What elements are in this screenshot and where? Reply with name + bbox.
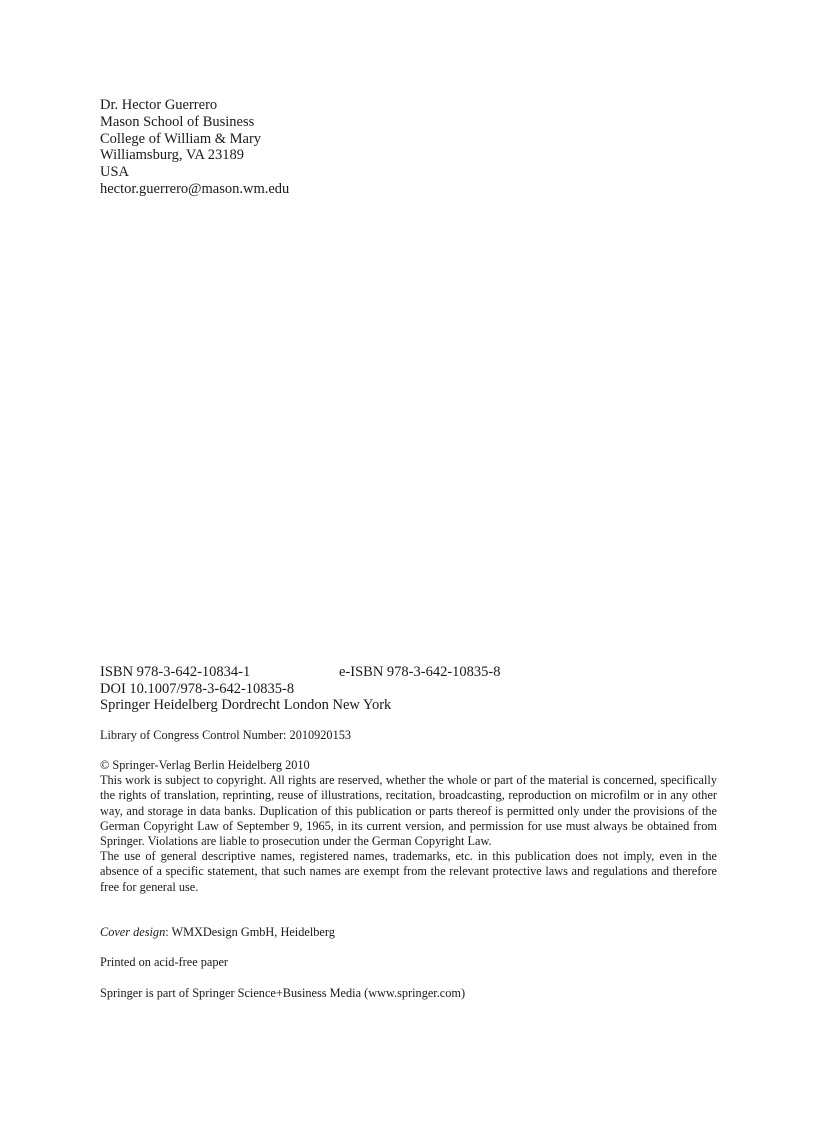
lccn: Library of Congress Control Number: 2010920153	[100, 728, 352, 742]
cover-design-value: : WMXDesign GmbH, Heidelberg	[165, 925, 335, 939]
author-college: College of William & Mary	[100, 130, 262, 147]
author-name: Dr. Hector Guerrero	[100, 97, 218, 113]
author-school: Mason School of Business	[100, 113, 255, 130]
e-isbn: e-ISBN 978-3-642-10835-8	[339, 664, 501, 680]
isbn-row	[100, 664, 720, 681]
copyright-paragraph: This work is subject to copyright. All rights are reserved, whether the whole or part of the material is concerned, specifically the rights of translation, reprinting, reuse of illustrations, recitation, broadcasting, reproduction on microfilm or in any other way, and storage in data banks. Duplication of this publication or parts thereof is permitted only under the provisions of the German Copyright Law of September 9, 1965, in its current version, and permission for use must always be obtained from Springer. Violations are liable to prosecution under the German Copyright Law.	[100, 773, 717, 849]
cover-design	[100, 925, 335, 940]
doi: DOI 10.1007/978-3-642-10835-8	[100, 680, 295, 697]
springer-note: Springer is part of Springer Science+Business Media (www.springer.com)	[100, 986, 466, 1000]
copyright-notice	[100, 758, 717, 895]
author-country: USA	[100, 164, 130, 181]
cover-design-label: Cover design	[100, 925, 166, 939]
author-email: hector.guerrero@mason.wm.edu	[100, 180, 290, 197]
author-city: Williamsburg, VA 23189	[100, 147, 245, 164]
printed-note: Printed on acid-free paper	[100, 955, 229, 969]
isbn: ISBN 978-3-642-10834-1	[100, 664, 251, 680]
bibliographic-info	[100, 664, 720, 714]
copyright-line: © Springer-Verlag Berlin Heidelberg 2010	[100, 758, 310, 772]
author-address	[100, 97, 289, 198]
trademark-paragraph: The use of general descriptive names, registered names, trademarks, etc. in this publication does not imply, even in the absence of a specific statement, that such names are exempt from the relevant protective laws and regulations and therefore free for general use.	[100, 849, 717, 894]
publisher-locations: Springer Heidelberg Dordrecht London New York	[100, 697, 392, 713]
